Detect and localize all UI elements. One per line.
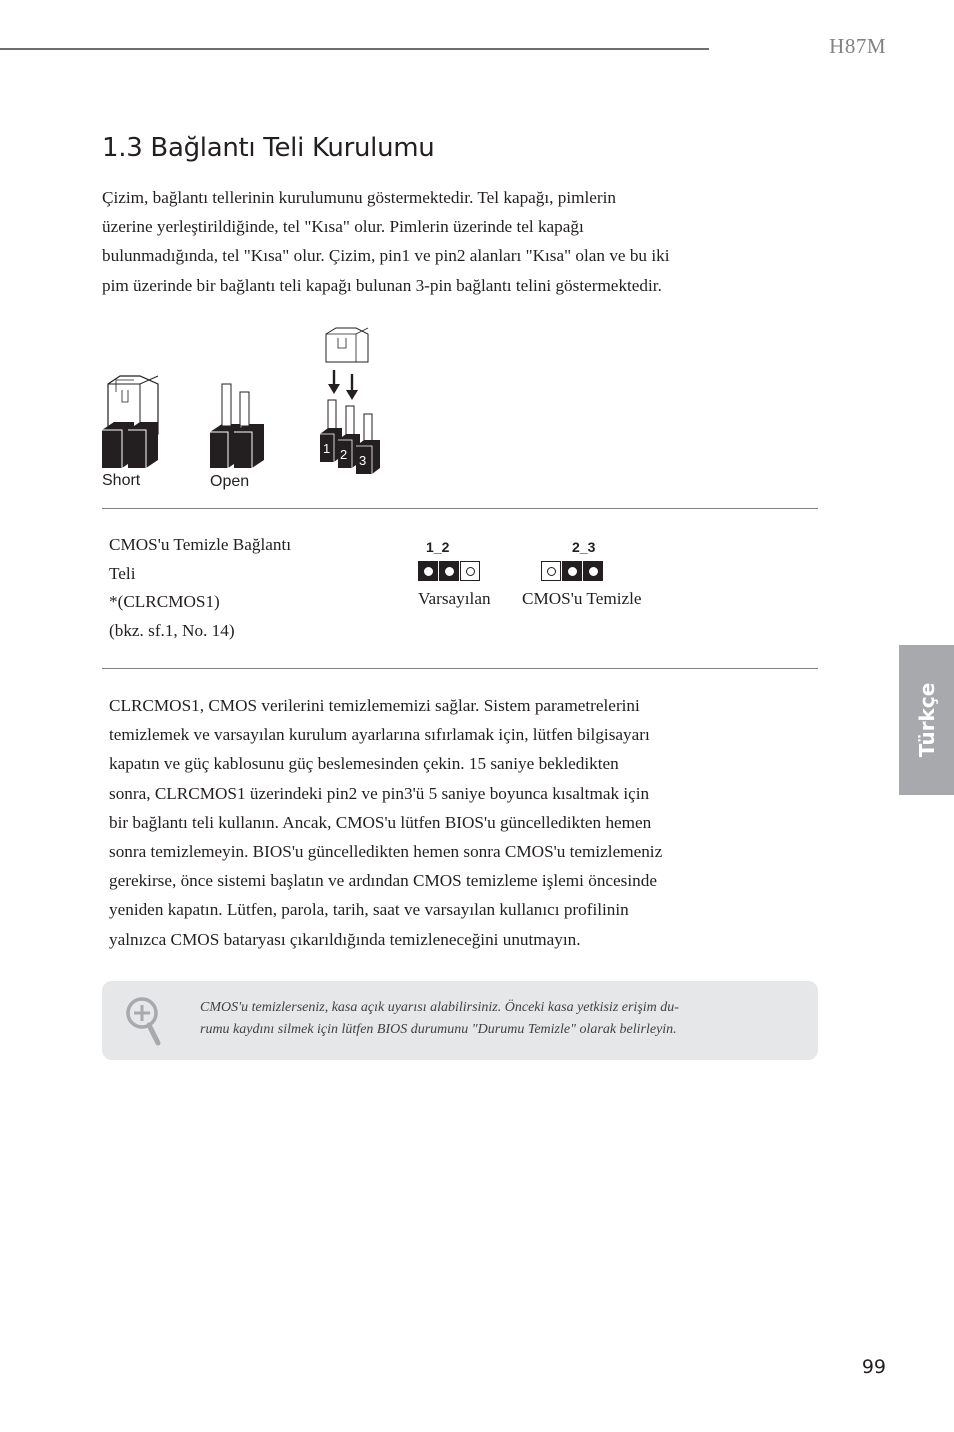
- three-pin-jumper-illustration: [318, 324, 388, 474]
- body-line: CLRCMOS1, CMOS verilerini temizlememizi sağlar. Sistem parametrelerini: [109, 696, 640, 715]
- intro-line: bulunmadığında, tel "Kısa" olur. Çizim, pin1 ve pin2 alanları "Kısa" olan ve bu iki: [102, 246, 670, 266]
- header-rule: [0, 48, 709, 50]
- pin-1-open: [541, 561, 561, 581]
- body-line: bir bağlantı teli kullanın. Ancak, CMOS'u lütfen BIOS'u güncelledikten hemen: [109, 812, 652, 832]
- body-paragraph: [109, 691, 799, 954]
- language-side-tab: [899, 645, 954, 795]
- note-text: [200, 997, 800, 1041]
- open-jumper-illustration: [206, 380, 270, 472]
- model-name: H87M: [829, 34, 886, 58]
- jumper-name-line: *(CLRCMOS1): [109, 592, 220, 612]
- note-box: [102, 981, 818, 1060]
- jumper-name-line: Teli: [109, 563, 136, 583]
- body-line: kapatın ve güç kablosunu güç beslemesinden çekin. 15 saniye bekledikten: [109, 754, 619, 774]
- open-label: Open: [210, 473, 250, 490]
- pin-number-1: 1: [323, 441, 331, 456]
- table-top-rule: [102, 508, 818, 509]
- intro-line: üzerine yerleştirildiğinde, tel "Kısa" olur. Pimlerin üzerinde tel kapağı: [102, 217, 584, 237]
- pin-number-2: 2: [340, 447, 348, 462]
- section-title: 1.3 Bağlantı Teli Kurulumu: [102, 133, 435, 163]
- clear-pin-diagram: [541, 561, 604, 581]
- clear-pins-label: 2_3: [572, 539, 596, 555]
- pin-3-open: [460, 561, 480, 581]
- pin-number-3: 3: [359, 453, 367, 468]
- default-pin-diagram: [418, 561, 481, 581]
- clear-caption: CMOS'u Temizle: [522, 589, 642, 608]
- short-jumper-illustration: [96, 372, 166, 472]
- intro-line: Çizim, bağlantı tellerinin kurulumunu göstermektedir. Tel kapağı, pimlerin: [102, 188, 616, 207]
- default-pins-label: 1_2: [426, 539, 450, 555]
- body-line: temizlemek ve varsayılan kurulum ayarlarına sıfırlamak için, lütfen bilgisayarı: [109, 725, 650, 745]
- default-caption: Varsayılan: [418, 589, 491, 608]
- body-line: yalnızca CMOS bataryası çıkarıldığında temizleneceğini unutmayın.: [109, 929, 581, 949]
- language-label: Türkçe: [914, 682, 939, 758]
- short-label: Short: [102, 472, 141, 489]
- body-line: gerekirse, önce sistemi başlatın ve ardından CMOS temizleme işlemi öncesinde: [109, 871, 657, 891]
- pin-3-shorted: [583, 561, 603, 581]
- jumper-name-line: (bkz. sf.1, No. 14): [109, 620, 235, 640]
- pin-2-shorted: [562, 561, 582, 581]
- page-number: 99: [861, 1356, 886, 1378]
- intro-paragraph: [102, 183, 792, 300]
- jumper-name-line: CMOS'u Temizle Bağlantı: [109, 535, 292, 554]
- magnifier-plus-icon: [124, 995, 164, 1047]
- pin-1-shorted: [418, 561, 438, 581]
- body-line: yeniden kapatın. Lütfen, parola, tarih, saat ve varsayılan kullanıcı profilinin: [109, 900, 629, 920]
- body-line: sonra, CLRCMOS1 üzerindeki pin2 ve pin3'ü 5 saniye boyunca kısaltmak için: [109, 783, 650, 803]
- note-line: CMOS'u temizlerseniz, kasa açık uyarısı alabilirsiniz. Önceki kasa yetkisiz erişim du-: [200, 1000, 679, 1015]
- table-bottom-rule: [102, 668, 818, 669]
- jumper-figure: [96, 322, 396, 497]
- pin-2-shorted: [439, 561, 459, 581]
- body-line: sonra temizlemeyin. BIOS'u güncelledikten hemen sonra CMOS'u temizlemeniz: [109, 842, 663, 862]
- jumper-name: [109, 531, 369, 645]
- note-line: rumu kaydını silmek için lütfen BIOS durumunu "Durumu Temizle" olarak belirleyin.: [200, 1022, 677, 1037]
- intro-line: pim üzerinde bir bağlantı teli kapağı bulunan 3-pin bağlantı telini göstermektedir.: [102, 275, 662, 295]
